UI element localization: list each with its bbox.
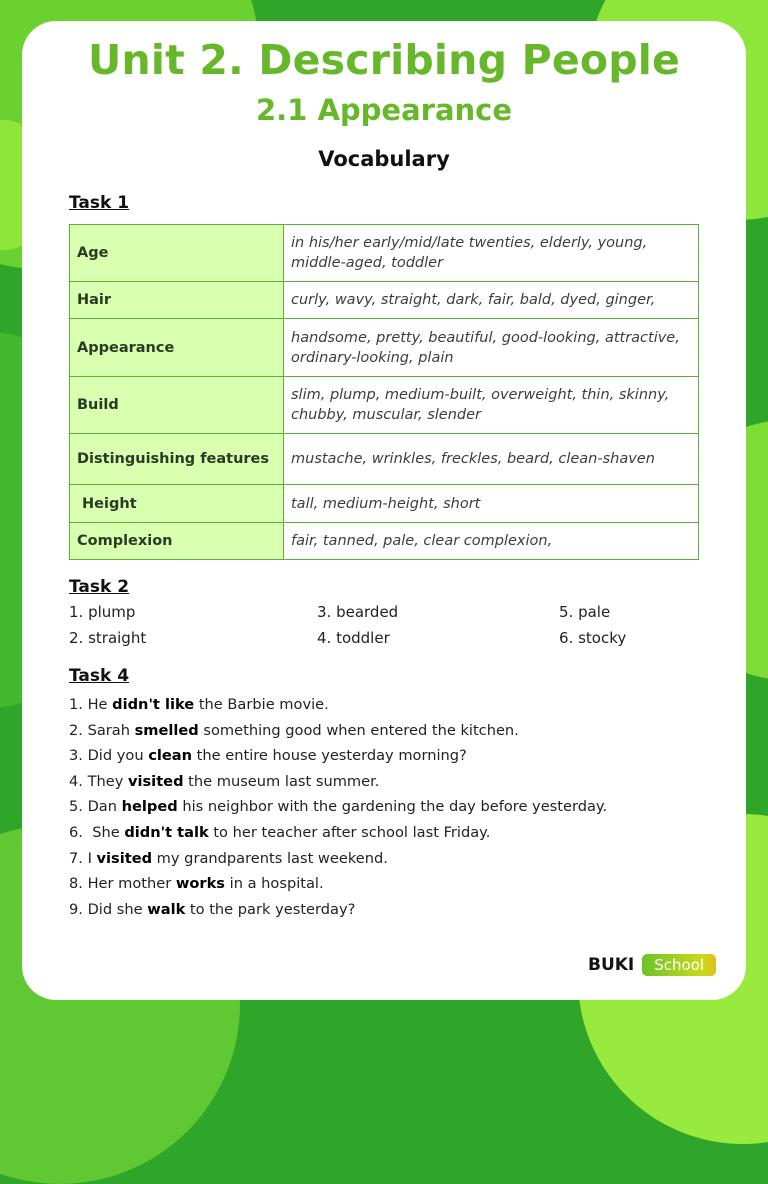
buki-school-logo: [588, 954, 716, 976]
sentence: 2. Sarah smelled something good when entered the kitchen.: [69, 721, 519, 739]
verb: clean: [148, 747, 193, 765]
section-title: Vocabulary: [318, 147, 450, 171]
words-cell: slim, plump, medium-built, overweight, thin, skinny, chubby, muscular, slender: [284, 377, 699, 434]
verb: visited: [127, 772, 184, 790]
sentence: 5. Dan helped his neighbor with the gardening the day before yesterday.: [69, 798, 608, 816]
answer-item: 5. pale: [559, 603, 611, 621]
verb: visited: [96, 849, 153, 867]
task2-heading: Task 2: [69, 577, 130, 597]
page-title: Unit 2. Describing People: [87, 36, 681, 84]
sentence: 4. They visited the museum last summer.: [69, 772, 380, 790]
category-cell: Hair: [70, 282, 284, 319]
category-cell: Build: [70, 377, 284, 434]
words-cell: fair, tanned, pale, clear complexion,: [284, 523, 699, 560]
table-row: [70, 523, 699, 560]
verb: smelled: [134, 721, 199, 739]
words-cell: handsome, pretty, beautiful, good-looking, attractive, ordinary-looking, plain: [284, 319, 699, 377]
verb: helped: [121, 798, 178, 816]
words-cell: in his/her early/mid/late twenties, elderly, young, middle-aged, toddler: [284, 225, 699, 282]
table-row: [70, 319, 699, 377]
answer-item: 4. toddler: [317, 629, 390, 647]
verb: works: [175, 875, 225, 893]
category-cell: Appearance: [70, 319, 284, 377]
answer-item: 3. bearded: [317, 603, 399, 621]
sentence: 9. Did she walk to the park yesterday?: [69, 900, 356, 918]
sentence: 1. He didn't like the Barbie movie.: [69, 696, 329, 713]
answer-item: 6. stocky: [559, 629, 627, 647]
verb: didn't like: [112, 696, 195, 713]
verb: didn't talk: [124, 823, 209, 841]
table-row: [70, 225, 699, 282]
task2-answers: [69, 603, 709, 655]
sentence: 8. Her mother works in a hospital.: [69, 875, 324, 893]
table-row: [70, 434, 699, 485]
answer-item: 1. plump: [69, 603, 136, 621]
logo-badge: School: [642, 954, 716, 976]
task4-sentences: [69, 694, 607, 924]
worksheet-card: [22, 21, 746, 1000]
words-cell: curly, wavy, straight, dark, fair, bald, dyed, ginger,: [284, 282, 699, 319]
sentence: 6. She didn't talk to her teacher after school last Friday.: [69, 823, 491, 841]
task4-heading: Task 4: [69, 666, 130, 686]
sentence: 7. I visited my grandparents last weekend.: [69, 849, 388, 867]
vocabulary-table: [69, 224, 699, 560]
words-cell: tall, medium-height, short: [284, 485, 699, 523]
table-row: [70, 377, 699, 434]
verb: walk: [147, 900, 186, 918]
category-cell: Age: [70, 225, 284, 282]
logo-wordmark: BUKI: [588, 955, 635, 975]
sentence: 3. Did you clean the entire house yesterday morning?: [69, 747, 467, 765]
category-cell: Height: [70, 485, 284, 523]
page-subtitle: 2.1 Appearance: [255, 93, 513, 127]
words-cell: mustache, wrinkles, freckles, beard, clean-shaven: [284, 434, 699, 485]
task1-heading: Task 1: [69, 193, 130, 213]
category-cell: Complexion: [70, 523, 284, 560]
answer-item: 2. straight: [69, 629, 147, 647]
table-row: [70, 485, 699, 523]
table-row: [70, 282, 699, 319]
category-cell: Distinguishing features: [70, 434, 284, 485]
